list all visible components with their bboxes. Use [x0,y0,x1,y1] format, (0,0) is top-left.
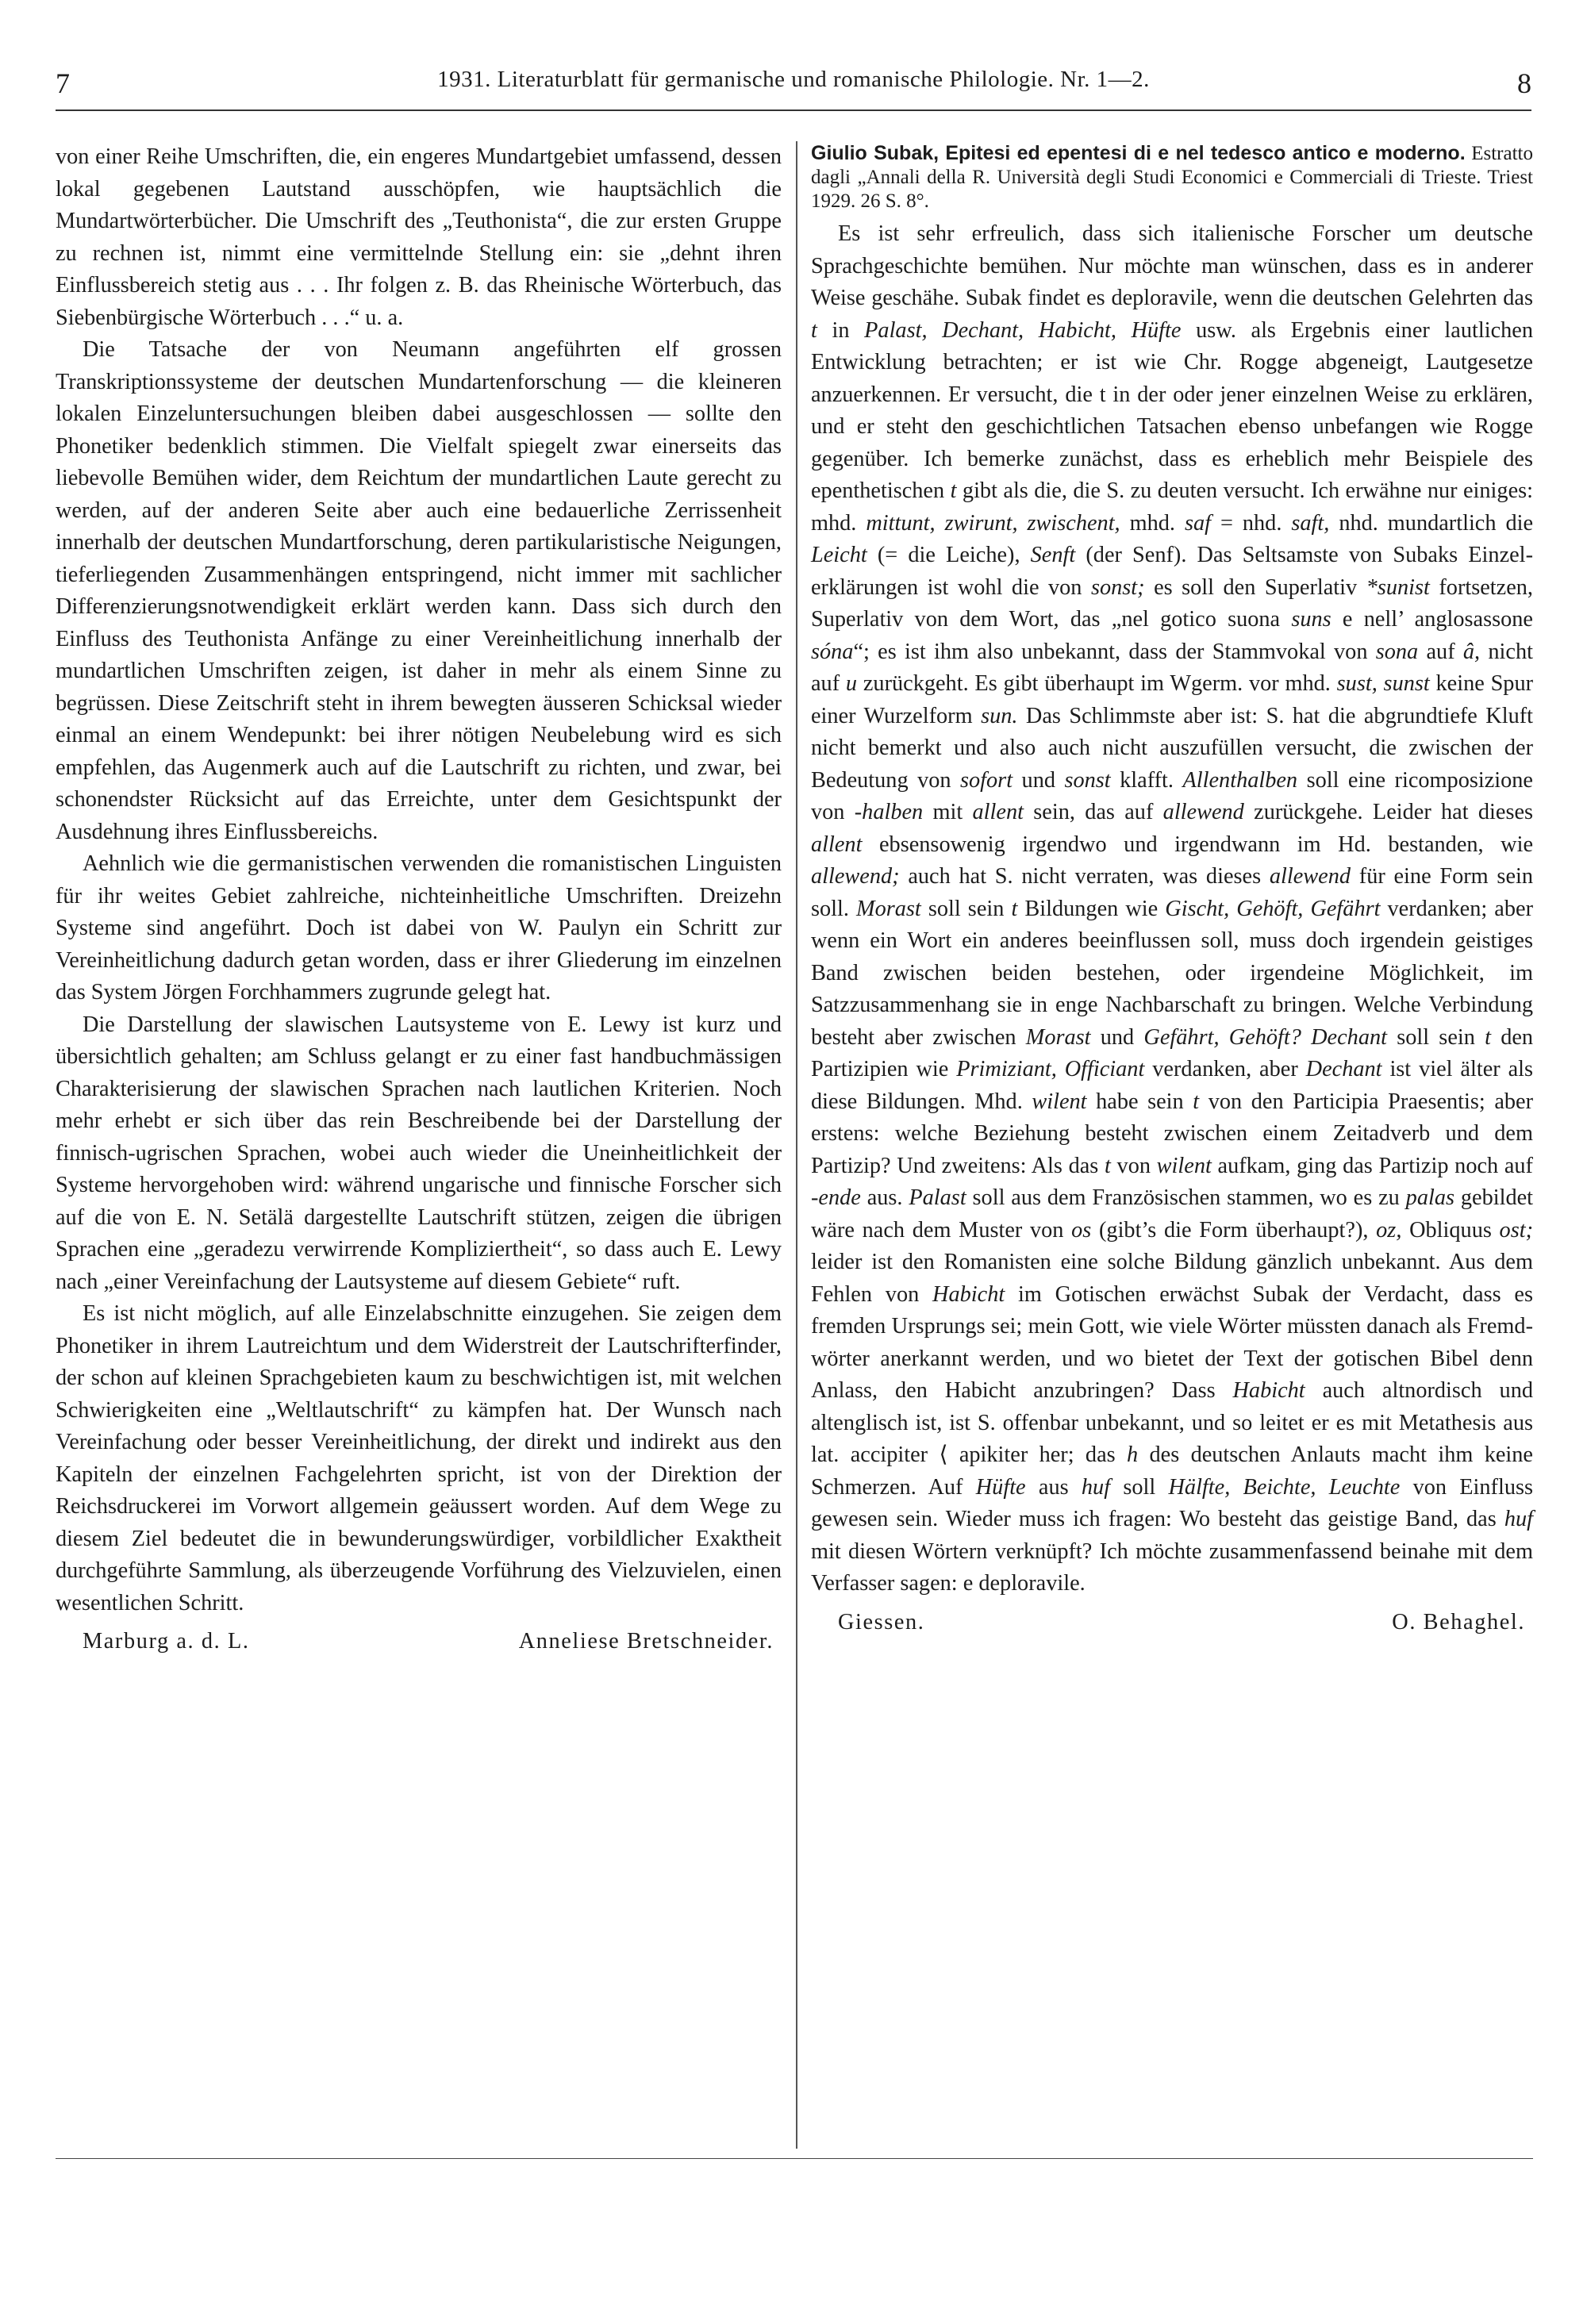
italic-term: os [1071,1217,1092,1243]
italic-term: sust, sunst [1336,671,1430,696]
italic-term: t [811,317,817,343]
italic-term: Palast [909,1185,966,1210]
text-run: aufkam, ging das Partizip noch auf [1217,1153,1533,1178]
text-run: (der Senf). Das Seltsamste von Subaks Einzelerklärungen ist wohl die von [811,543,1533,600]
italic-term: *sunist [1366,574,1430,600]
text-run: soll eine ricomposizione von [811,767,1533,824]
italic-term: Morast [1025,1024,1091,1050]
text-run: zurückgehe. Leider hat dieses [1254,800,1534,824]
text-run: (= die Leiche), [877,543,1020,567]
text-run: von [1116,1153,1151,1178]
text-run: e nell’ anglosassone [1342,607,1533,632]
text-run: usw. als Ergebnis einer lautlichen Entwicklung betrachten; er ist wie Chr. Rogge abgeneigt, Lautgesetze anzuerkennen. Er versucht, die t in der oder jener einzelnen Weise zu erklären, und er steht den geschichtlichen Tatsachen ebenso unbefangen wie Rogge gegenüber. Ich bemerke zunächst, dass es erheblich mehr Beispiele des epenthetischen [811,317,1534,503]
italic-term: Dechant [1305,1057,1382,1081]
paragraph: Die Tatsache der von Neumann angeführten elf grossen Transkriptionssysteme der deutschen Mundartenforschung — die kleineren lokalen Einzeluntersuchungen bleiben dabei ausgeschlossen — sollte den Phonetiker bedenklich stimmen. Die Vielfalt spiegelt zwar einerseits das liebevolle Bemühen wider, dem Reichtum der mundartlichen Laute gerecht zu werden, auf der anderen Seite aber auch eine bedauerliche Zerrissenheit innerhalb der deutschen Mundartforschung, deren partikularistische Neigungen, tieferliegenden Zusammenhängen entspringend, nicht immer mit sachlicher Differenzierungsnotwendigkeit erklärt werden kann. Dass sich durch den Einfluss des Teuthonista Anfänge zu einer Vereinheitlichung innerhalb der mundartlichen Umschriften zeigen, ist daher in mehr als einem Sinne zu begrüssen. Diese Zeitschrift steht in ihrem bewegten äusseren Schicksal wieder einmal an einem Wendepunkt: bei ihrer nötigen Neubelebung wird es sich empfehlen, das Augenmerk auch auf die Lautschrift zu richten, und zwar, bei schonendster Rücksicht auf das Erreichte, unter dem Gesichtspunkt der Ausdehnung ihres Einflussbereichs. [56,337,782,844]
text-run: Obliquus [1409,1217,1492,1243]
text-run: soll sein [1397,1024,1475,1050]
page-number-left: 7 [56,67,70,99]
journal-title: 1931. Literaturblatt für germanische und romanische Philologie. Nr. 1—2. [437,67,1150,92]
bottom-rule [56,2158,1533,2159]
text-run: im Gotischen erwächst Subak der Verdacht, dass es fremden Ursprungs sei; mein Gott, wie viele Wörter müssten danach als Fremdwörter anerkannt werden, und wo bietet der Text der gotischen Bibel denn Anlass, den Habicht anzubringen? Dass [811,1281,1533,1403]
italic-term: Gefährt, Gehöft? [1143,1024,1301,1050]
italic-term: Habicht [932,1281,1005,1307]
italic-term: allewend [1162,800,1244,824]
text-run: mit [932,800,963,824]
text-run: verdanken; aber wenn ein Wort ein anderes beeinflussen soll, muss doch irgendein geistiges Band zwischen beiden bestehen, oder irgendeine Möglichkeit, im Satzzusammenhang sie in enge Nachbarschaft zu bringen. Welche Verbindung besteht aber zwischen [811,896,1533,1050]
italic-term: palas [1405,1185,1454,1210]
text-run: es soll den Superlativ [1154,574,1358,600]
text-run: in [832,317,850,343]
review-signature [811,1607,1533,1639]
italic-term: sonst; [1090,574,1145,600]
italic-term: -ende [811,1185,861,1210]
italic-term: Primiziant, Officiant [956,1057,1145,1081]
italic-term: allewend; [811,864,900,889]
signature-place: Marburg a. d. L. [83,1629,250,1654]
paragraph: Es ist nicht möglich, auf alle Einzelabschnitte einzugehen. Sie zeigen dem Phonetiker in ihrem Lautreichtum und dem Widerstreit der Lautschrifterfinder, der schon auf kleinen Sprachgebieten kaum zu beschwichtigen ist, mit welchen Schwierigkeiten eine „Weltlautschrift“ zu kämpfen hat. Der Wunsch nach Vereinfachung oder besser Vereinheitlichung, der direkt und indirekt aus den Kapiteln der einzelnen Fachgelehrten spricht, ist von der Direktion der Reichsdruckerei im Vorwort allgemein geäussert worden. Auf dem Wege zu diesem Ziel bedeutet die in bewunderungswürdiger, vorbildlicher Exaktheit durchgeführte Sammlung, als überzeugende Vorführung des Vielzuvielen, einen wesentlichen Schritt. [56,1301,782,1615]
text-run: von Einfluss gewesen sein. Wieder muss ich fragen: Wo besteht das geistige Band, das [811,1474,1534,1531]
text-run: sein, das auf [1033,800,1154,824]
italic-term: sona [1375,639,1419,664]
column-divider [796,141,797,2149]
text-run: mit diesen Wörtern verknüpft? Ich möchte zusammenfassend beinahe mit dem Verfasser sagen: e deploravile. [811,1538,1533,1596]
text-run: nicht auf [811,639,1533,696]
italic-term: wilent [1032,1089,1087,1114]
text-run: und [1021,767,1055,793]
paragraph [811,218,1533,1600]
bibliographic-entry [811,141,1533,213]
text-run: auch hat S. nicht verraten, was dieses [908,864,1262,889]
italic-term: sun. [981,703,1018,728]
italic-term: Dechant [1311,1024,1387,1050]
page-number-right: 8 [1517,67,1531,99]
italic-term: oz, [1376,1217,1402,1243]
italic-term: sonst [1064,767,1111,793]
text-run: “; es ist ihm also unbekannt, dass der Stammvokal von [853,639,1368,664]
italic-term: allewend [1269,864,1351,889]
text-run: (gibt’s die Form überhaupt?), [1099,1217,1369,1243]
italic-term: huf [1504,1507,1533,1531]
italic-term: Palast, Dechant, Habicht, Hüfte [864,317,1182,343]
text-run: für eine Form sein soll. [811,864,1534,921]
running-header [56,62,1531,111]
signature-name: O. Behaghel. [1392,1609,1525,1634]
entry-details: Estratto dagli „Annali della R. Università degli Studi Economici e Commerciali di Trieste. Triest 1929. 26 S. 8°. [811,143,1533,212]
text-run: Bildungen wie [1024,896,1159,921]
text-run: verdanken, aber [1152,1057,1298,1081]
text-run: auch altnordisch und altenglisch ist, ist S. offenbar unbekannt, und so leitet er es mit Metathesis aus lat. accipiter ⟨ apikiter her; das [811,1378,1533,1467]
italic-term: saft, [1291,510,1330,536]
paragraph: von einer Reihe Umschriften, die, ein engeres Mundartgebiet umfassend, dessen lokal gegebenen Lautstand ausschöpfen, wie hauptsächlich die Mundartwörterbücher. Die Umschrift des „Teuthonista“, die zur ersten Gruppe zu rechnen ist, nimmt eine vermittelnde Stellung ein: sie „dehnt ihren Einflussbereich stetig aus . . . Ihr folgen z. B. das Rheinische Wörterbuch, das Siebenbürgische Wörterbuch . . .“ u. a. [56,144,782,330]
italic-term: wilent [1156,1153,1212,1178]
text-run: ebsensowenig irgendwo und irgendwann im Hd. bestanden, wie [879,832,1533,857]
italic-term: allent [811,832,863,857]
text-run: ist viel älter als diese Bildungen. Mhd. [811,1057,1534,1114]
italic-term: Gischt, Gehöft, Gefährt [1165,896,1381,921]
text-run: von den Participia Praesentis; aber erstens: welche Beziehung besteht zwischen einem Zeitadverb und dem Partizip? Und zweitens: Als das [811,1089,1534,1178]
italic-term: saf [1184,510,1211,536]
text-run: soll [1123,1474,1156,1500]
text-run: klafft. [1120,767,1174,793]
text-run: und [1100,1024,1135,1050]
text-run: soll sein [928,896,1005,921]
text-run: den Partizipien wie [811,1024,1534,1081]
signature-name: Anneliese Bretschneider. [518,1629,774,1654]
italic-term: t [1011,896,1018,921]
italic-term: -halben [854,800,924,824]
text-run: gebildet wäre nach dem Muster von [811,1185,1534,1243]
italic-term: Hüfte [975,1474,1026,1500]
italic-term: Allenthalben [1182,767,1298,793]
italic-term: sofort [960,767,1013,793]
italic-term: t [950,478,957,503]
text-run: aus. [867,1185,903,1210]
text-run: gibt als die, die S. zu deuten versucht. Ich erwähne nur einiges: mhd. [811,478,1534,536]
italic-term: â, [1462,639,1481,664]
italic-term: u [845,671,858,696]
italic-term: t [1485,1024,1491,1050]
text-run: nhd. mundartlich die [1339,510,1534,536]
italic-term: Senft [1030,543,1076,567]
italic-term: mittunt, zwirunt, zwischent, [866,510,1120,536]
left-column [56,141,782,1658]
italic-term: t [1105,1153,1111,1178]
text-run: Es ist sehr erfreulich, dass sich italienische Forscher um deutsche Sprachgeschichte bemühen. Nur möchte man wünschen, dass es in anderer Weise geschähe. Subak findet es deploravile, wenn die deutschen Gelehrten das [811,221,1533,310]
text-run: zurückgeht. Es gibt überhaupt im Wgerm. vor mhd. [863,671,1331,696]
entry-title: Giulio Subak, Epitesi ed epentesi di e nel tedesco antico e moderno. [811,142,1466,164]
signature-place: Giessen. [838,1609,925,1634]
text-run: des deutschen Anlauts macht ihm keine Schmerzen. Auf [811,1442,1533,1500]
paragraph: Die Darstellung der slawischen Lautsysteme von E. Lewy ist kurz und übersichtlich gehalten; am Schluss gelangt er zu einer fast handbuchmässigen Charakterisierung der slawischen Sprachen nach lautlichen Kriterien. Noch mehr erhebt er sich über das rein Beschreibende bei der Darstellung der finnisch-ugrischen Sprachen, wobei auch wieder die Uneinheitlichkeit der Systeme hervorgehoben wird: während ungarische und finnische Forscher sich auf die von E. N. Setälä dargestellte Lautschrift stützen, zeigen die übrigen Sprachen eine „geradezu verwirrende Kompliziertheit“, so dass auch E. Lewy nach „einer Vereinfachung der Lautsysteme auf diesem Gebiete“ ruft. [56,1012,782,1294]
text-run: aus [1038,1474,1069,1500]
text-run: soll aus dem Französischen stammen, wo es zu [972,1185,1400,1210]
text-run: habe sein [1096,1089,1184,1114]
italic-term: ost; [1499,1217,1533,1243]
text-run: fortsetzen, Superlativ von dem Wort, das „nel gotico suona [811,574,1534,632]
text-run: auf [1426,639,1455,664]
italic-term: Morast [856,896,921,921]
paragraph: Aehnlich wie die germanistischen verwenden die romanistischen Linguisten für ihr weites Gebiet zahlreiche, nichteinheitliche Umschriften. Dreizehn Systeme sind angeführt. Doch ist dabei von W. Paulyn ein Schritt zur Vereinheitlichung dadurch getan worden, dass er ihrer Gliederung im einzelnen das System Jörgen Forchhammers zugrunde gelegt hat. [56,851,782,1005]
review-signature [56,1626,782,1658]
italic-term: huf [1081,1474,1111,1500]
text-run: = nhd. [1220,510,1282,536]
italic-term: Hälfte, Beichte, Leuchte [1168,1474,1401,1500]
text-run: mhd. [1129,510,1175,536]
text-run: keine Spur einer Wurzelform [811,671,1534,728]
italic-term: Habicht [1232,1378,1305,1403]
right-column [811,141,1533,1638]
italic-term: allent [972,800,1024,824]
text-run: Das Schlimmste aber ist: S. hat die abgrundtiefe Kluft nicht bemerkt und also auch nicht auszufüllen versucht, die zwischen der Bedeutung von [811,703,1534,793]
italic-term: t [1193,1089,1200,1114]
italic-term: sóna [811,639,854,664]
italic-term: Leicht [811,543,867,567]
italic-term: h [1127,1442,1139,1467]
italic-term: suns [1291,607,1331,632]
text-run: leider ist den Romanisten eine solche Bildung gänzlich unbekannt. Aus dem Fehlen von [811,1250,1533,1307]
